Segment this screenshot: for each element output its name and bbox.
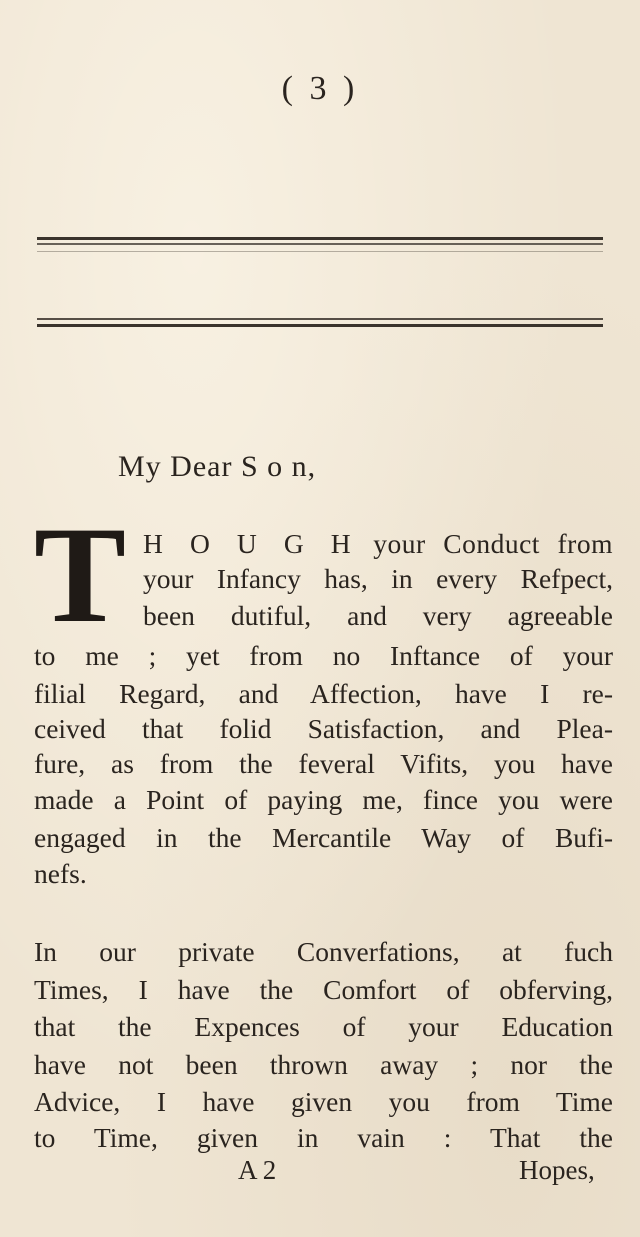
page-number: ( 3 )	[281, 70, 359, 107]
small-caps-opening: H O U G H	[143, 528, 356, 559]
header-rule	[37, 243, 603, 245]
header-rule	[37, 251, 603, 252]
text-line: fure, as from the feveral Vifits, you have	[34, 748, 613, 779]
text-line: have not been thrown away ; nor the	[34, 1049, 613, 1080]
header-rule	[37, 324, 603, 327]
text-line: your Infancy has, in every Refpect,	[143, 563, 613, 594]
text-line: made a Point of paying me, fince you were	[34, 784, 613, 815]
header-rule	[37, 237, 603, 240]
drop-cap: T	[34, 498, 127, 651]
text-line: ceived that folid Satisfaction, and Plea-	[34, 713, 613, 744]
text-line: to Time, given in vain : That the	[34, 1122, 613, 1153]
text-line: that the Expences of your Education	[34, 1011, 613, 1042]
text-line: In our private Converfations, at fuch	[34, 936, 613, 967]
catchword: Hopes,	[519, 1155, 595, 1185]
text-line: engaged in the Mercantile Way of Bufi-	[34, 822, 613, 853]
text-line: been dutiful, and very agreeable	[143, 600, 613, 631]
text-line: Advice, I have given you from Time	[34, 1086, 613, 1117]
text-line: nefs.	[34, 858, 87, 889]
text-line	[143, 527, 613, 561]
signature-mark: A 2	[238, 1155, 277, 1185]
text-line: filial Regard, and Affection, have I re-	[34, 678, 613, 709]
text-line: Times, I have the Comfort of obferving,	[34, 974, 613, 1005]
salutation: My Dear S o n,	[118, 450, 317, 483]
first-line-text: your Conduct from	[355, 528, 613, 559]
text-line: to me ; yet from no Inftance of your	[34, 640, 613, 671]
header-rule	[37, 318, 603, 320]
